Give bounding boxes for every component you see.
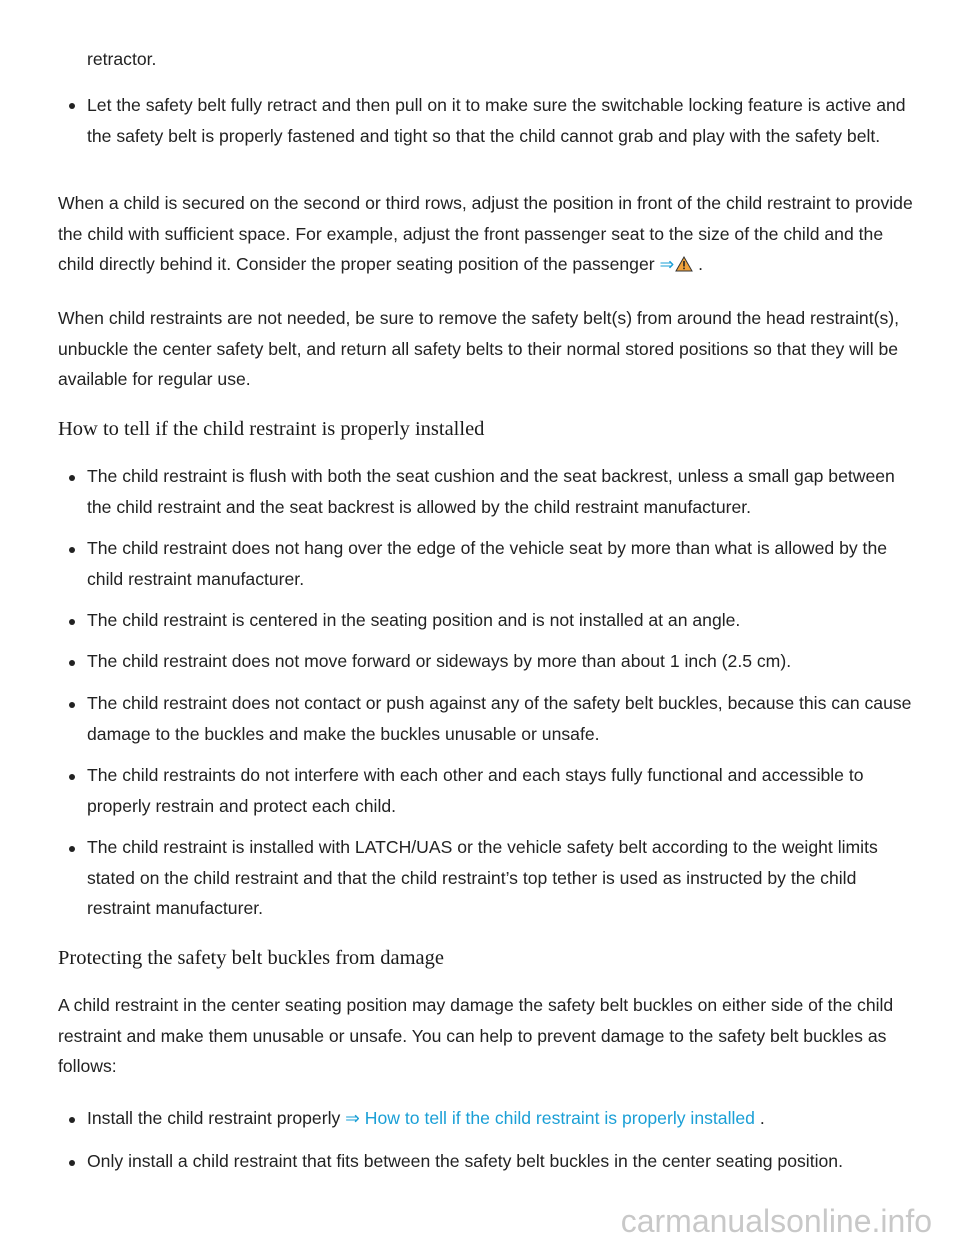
list-item: The child restraint does not hang over the edge of the vehicle seat by more than what is allowed by the child restraint manufacturer. — [87, 538, 888, 589]
bullet-marker — [69, 660, 75, 666]
list-item: The child restraints do not interfere with each other and each stays fully functional and accessible to properly restrain and protect each child. — [87, 765, 864, 816]
sentence-end: . — [759, 1108, 765, 1128]
continuation-text: retractor. — [87, 49, 157, 69]
list-item-fits-between-buckles: Only install a child restraint that fits between the safety belt buckles in the center seating position. — [87, 1151, 843, 1171]
list-item-retract-belt: Let the safety belt fully retract and then pull on it to make sure the switchable locking feature is active and the safety belt is properly fastened and tight so that the child cannot grab and play with the safety belt. — [87, 95, 906, 146]
list-item: The child restraint is installed with LATCH/UAS or the vehicle safety belt according to the weight limits stated on the child restraint and that the child restraint’s top tether is used as instructed by the child restraint manufacturer. — [87, 837, 878, 918]
paragraph-center-seating: A child restraint in the center seating position may damage the safety belt buckles on either side of the child restraint and make them unusable or unsafe. You can help to prevent damage to the safety belt buckles as follows: — [58, 995, 894, 1076]
bullet-marker — [69, 103, 75, 109]
paragraph-text: When a child is secured on the second or third rows, adjust the position in front of the child restraint to provide the child with sufficient space. For example, adjust the front passenger seat to the size of the child and the child directly behind it. Consider the proper seating position of the passenger — [58, 193, 913, 274]
sentence-end: . — [698, 254, 704, 274]
watermark: carmanualsonline.info — [620, 1203, 932, 1239]
warning-link[interactable] — [659, 254, 693, 274]
list-item-text: Install the child restraint properly — [87, 1108, 341, 1128]
heading-protecting-buckles: Protecting the safety belt buckles from damage — [58, 947, 444, 969]
link-properly-installed[interactable]: ⇒ How to tell if the child restraint is properly installed — [345, 1108, 755, 1128]
bullet-marker — [69, 619, 75, 625]
paragraph-second-third-rows — [58, 188, 918, 280]
bullet-marker — [69, 774, 75, 780]
list-item: The child restraint does not contact or push against any of the safety belt buckles, because this can cause damage to the buckles and make the buckles unusable or unsafe. — [87, 693, 912, 744]
bullet-marker — [69, 702, 75, 708]
list-item-install-properly — [87, 1103, 917, 1134]
bullet-marker — [69, 846, 75, 852]
warning-triangle-icon — [675, 256, 693, 272]
bullet-marker — [69, 1160, 75, 1166]
list-item: The child restraint is centered in the seating position and is not installed at an angle. — [87, 610, 741, 630]
paragraph-restraints-not-needed: When child restraints are not needed, be sure to remove the safety belt(s) from around the head restraint(s), unbuckle the center safety belt, and return all safety belts to their normal stored positions so that they will be available for regular use. — [58, 308, 900, 389]
bullet-marker — [69, 547, 75, 553]
list-item: The child restraint does not move forward or sideways by more than about 1 inch (2.5 cm). — [87, 651, 792, 671]
bullet-marker — [69, 1117, 75, 1123]
bullet-marker — [69, 475, 75, 481]
list-item: The child restraint is flush with both the seat cushion and the seat backrest, unless a small gap between the child restraint and the seat backrest is allowed by the child restraint manufacturer. — [87, 466, 895, 517]
heading-properly-installed: How to tell if the child restraint is properly installed — [58, 418, 485, 440]
arrow-glyph: ⇒ — [659, 254, 675, 274]
